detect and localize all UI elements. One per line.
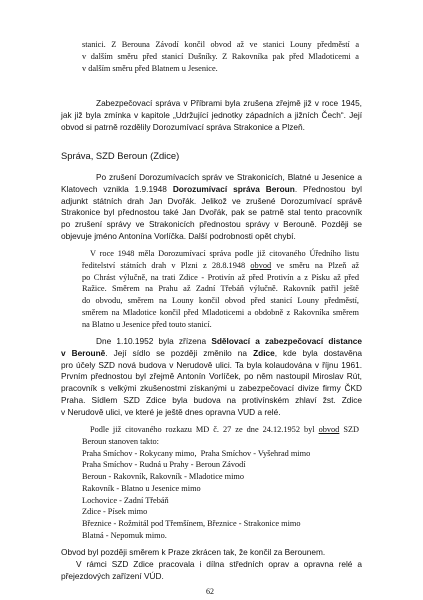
text-run: na Blatno u Jesenice před touto stanicí. [82, 319, 212, 329]
bold-text-run: Sdělovací a zabezpečovací distance [211, 336, 362, 346]
text-line [82, 436, 359, 448]
bold-text-run: Zdice [253, 347, 275, 358]
text-run: Lochovice - Zadní Třebáň [82, 495, 169, 505]
text-run: stanici. Z Berouna Závodí končil obvod až ve stanici Louny předměstí a [82, 40, 359, 49]
text-run: Zabezpečovací správa v Příbrami byla zrušena zřejmě již v roce 1945, [96, 98, 362, 108]
paragraph [61, 336, 362, 418]
text-run: Prvním přednostou byl zřejmě Antonín Vorlíček, po něm nastoupil Miroslav Rút, [61, 371, 362, 382]
text-run: objevuje jméno Antonína Vorlíčka. Další podrobnosti opět chybí. [61, 230, 296, 241]
text-line [82, 39, 359, 51]
text-line [82, 424, 359, 436]
text-run: ve směru na Plzeň až [271, 260, 360, 270]
text-run: Po zrušení Dorozumívacích správ ve Strakonicích, Blatné u Jesenice a [96, 172, 362, 182]
paragraph [61, 98, 362, 133]
paragraph [61, 559, 362, 583]
text-line [82, 495, 359, 507]
text-run: Dne 1.10.1952 byla zřízena [96, 336, 212, 346]
text-run: adjunkt státních drah Jan Dvořák. Jelikož ve zrušené Dorozumívací správě [61, 195, 362, 206]
text-run: Praha. Sídlem SZD Zdice byla budova na protivínském zhlaví žst. Zdice [61, 394, 362, 405]
text-line [61, 110, 362, 122]
quoted-excerpt [82, 248, 359, 330]
text-line [61, 559, 362, 571]
text-line [82, 471, 359, 483]
text-run: Březnice - Rožmitál pod Třemšínem, Březnice - Strakonice mimo [82, 519, 301, 528]
quote-continuation [82, 39, 359, 74]
text-line [82, 483, 359, 495]
text-run: do obvodu, směrem na Louny končil obvod před stanicí Louny předměstí, [82, 296, 359, 305]
station-list [82, 448, 359, 542]
page-number: 62 [206, 587, 214, 596]
text-line [82, 260, 359, 272]
text-run: Rakovník - Blatno u Jesenice mimo [82, 483, 201, 493]
text-run: po Chrást výlučně, na trati Zdice - Protivín až před Protivín a z Písku až před [82, 272, 359, 282]
text-run: . Přednostou byl [294, 183, 362, 194]
text-run: Beroun stanoven takto: [82, 436, 159, 446]
text-run: Praha Smíchov - Rokycany mimo, Praha Smíchov - Vyšehrad mimo [82, 448, 311, 458]
text-run: Podle již citovaného rozkazu MD č. 27 ze dne 24.12.1952 byl [90, 425, 319, 434]
text-line [61, 231, 362, 243]
text-run: v dalším směru před stanicí Dušníky. Z Rakovníka pak před Mladoticemi a [82, 51, 359, 61]
text-line [61, 219, 362, 231]
text-line [61, 172, 362, 184]
text-run: Klatovech vznikla 1.9.1948 [61, 183, 173, 194]
text-run: ředitelství státních drah v Plzni z 28.8.1948 [82, 260, 251, 270]
text-run: v Nerudově ulici, ve které je ještě dnes opravna VUD a relé. [61, 406, 281, 417]
quoted-excerpt-intro [82, 424, 359, 448]
text-line [61, 371, 362, 383]
text-line [82, 283, 359, 295]
underlined-text-run: obvod [250, 260, 272, 270]
text-run: jak již byla zmínka v kapitole „Udržující jednotky západních a jižních Čech“. Její [61, 109, 362, 120]
text-line [61, 184, 362, 196]
text-line [82, 51, 359, 63]
bold-text-run: v Berouně [61, 347, 106, 358]
paragraph [61, 547, 362, 559]
text-run: Strakonice byl přednostou také Jan Dvořák, pak se patrně stal tento pracovník [61, 207, 362, 218]
text-line [82, 506, 359, 518]
text-run: Zdice - Písek mimo [82, 507, 148, 517]
text-run: Praha Smíchov - Rudná u Prahy - Beroun Závodí [82, 460, 246, 470]
text-line [82, 295, 359, 307]
text-line [61, 122, 362, 134]
bold-text-run: Dorozumívací správa Beroun [172, 183, 295, 194]
text-line [61, 547, 362, 559]
text-run: po zrušení správy ve Strakonicích přednostou správy v Berouně. Později se [61, 219, 362, 229]
text-run: . Její sídlo se později změnilo na [105, 347, 254, 358]
text-line [82, 248, 359, 260]
paragraph [61, 172, 362, 243]
text-line [61, 395, 362, 407]
text-line [82, 307, 359, 319]
text-line [61, 336, 362, 348]
text-line [82, 63, 359, 75]
text-run: Beroun - Rakovník, Rakovník - Mladotice mimo [82, 472, 244, 481]
text-line [82, 518, 359, 530]
text-run: směrem na Mladotice končil před Mladoticemi a obdobně z Rakovníka směrem [82, 307, 359, 317]
text-line [82, 459, 359, 471]
text-run: SZD [339, 425, 360, 434]
text-run: Obvod byl později směrem k Praze zkrácen tak, že končil za Berounem. [61, 547, 326, 557]
text-run: V rámci SZD Zdice pracovala i dílna středních oprav a opravna relé a [76, 559, 362, 569]
text-line [61, 98, 362, 110]
text-line [61, 407, 362, 419]
text-run: , kde byla dostavěna [274, 347, 362, 358]
text-run: přejezdových zařízení VÚD. [61, 570, 164, 581]
text-line [82, 319, 359, 331]
text-run: obvod si patrně rozdělily Dorozumívací správa Strakonice a Plzeň. [61, 121, 305, 132]
section-heading: Správa, SZD Beroun (Zdice) [61, 150, 180, 161]
text-line [82, 530, 359, 542]
text-line [61, 360, 362, 372]
text-line [82, 448, 359, 460]
text-run: pracovník s velkými zkušenostmi získanými u zabezpečovací divize firmy ČKD [61, 383, 362, 393]
text-line [61, 348, 362, 360]
text-run: pro účely SZD nová budova v Nerudově ulici. Ta byla kolaudována v říjnu 1961. [61, 359, 362, 370]
text-run: V roce 1948 měla Dorozumívací správa podle již citovaného Úředního listu [90, 249, 359, 258]
text-line [61, 207, 362, 219]
text-run: Ražice. Směrem na Prahu až Zadní Třebáň výlučně. Rakovník patřil ještě [82, 284, 359, 294]
text-line [82, 272, 359, 284]
text-run: Blatná - Nepomuk mimo. [82, 530, 167, 540]
text-line [61, 196, 362, 208]
underlined-text-run: obvod [318, 425, 340, 434]
text-line [61, 383, 362, 395]
text-run: v dalším směru před Blatnem u Jesenice. [82, 63, 218, 73]
text-line [61, 571, 362, 583]
